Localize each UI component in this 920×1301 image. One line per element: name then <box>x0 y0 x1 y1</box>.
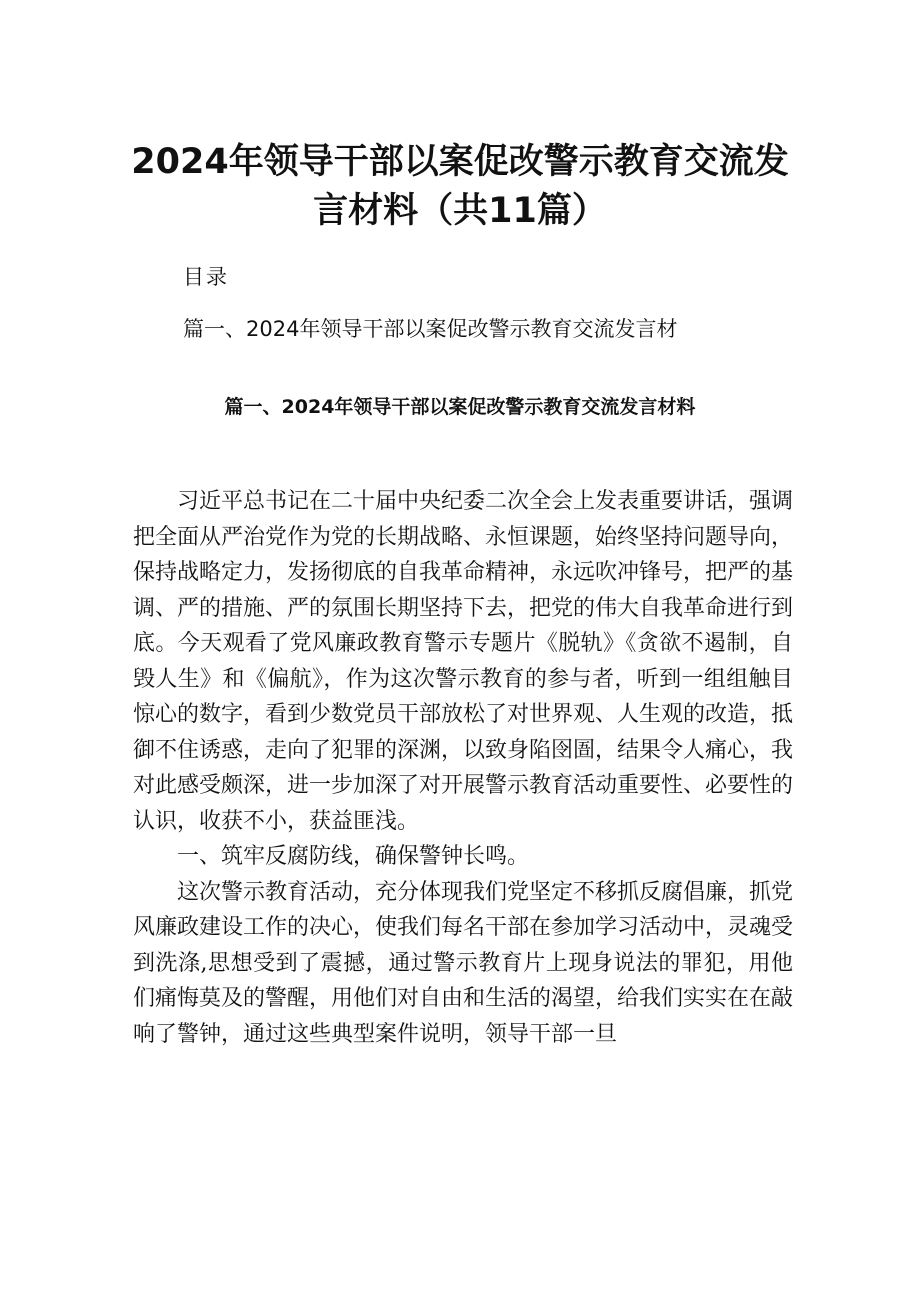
toc-heading: 目录 <box>183 265 229 289</box>
document-title-line-2: 言材料（共11篇） <box>313 191 607 231</box>
toc-item[interactable]: 篇一、2024年领导干部以案促改警示教育交流发言材 <box>183 317 678 341</box>
body-paragraph: 这次警示教育活动，充分体现我们党坚定不移抓反腐倡廉，抓党风廉政建设工作的决心，使我们每名干部在参加学习活动中，灵魂受到洗涤,思想受到了震撼，通过警示教育片上现身说法的罪犯，用他们痛悔莫及的警醒，用他们对自由和生活的渴望，给我们实实在在敲响了警钟，通过这些典型案件说明，领导干部一旦 <box>133 879 794 1047</box>
document-title <box>100 138 820 236</box>
section-heading: 篇一、2024年领导干部以案促改警示教育交流发言材料 <box>224 396 696 418</box>
document-title-line-1: 2024年领导干部以案促改警示教育交流发 <box>131 142 789 182</box>
body-text <box>133 484 793 1052</box>
body-paragraph: 习近平总书记在二十届中央纪委二次全会上发表重要讲话，强调把全面从严治党作为党的长期战略、永恒课题，始终坚持问题导向，保持战略定力，发扬彻底的自我革命精神，永远吹冲锋号，把严的基调、严的措施、严的氛围长期坚持下去，把党的伟大自我革命进行到底。今天观看了党风廉政教育警示专题片《脱轨》《贪欲不遏制，自毁人生》和《偏航》，作为这次警示教育的参与者，听到一组组触目惊心的数字，看到少数党员干部放松了对世界观、人生观的改造，抵御不住诱惑，走向了犯罪的深渊，以致身陷囹圄，结果令人痛心，我对此感受颇深，进一步加深了对开展警示教育活动重要性、必要性的认识，收获不小，获益匪浅。 <box>133 489 794 834</box>
body-subheading: 一、筑牢反腐防线，确保警钟长鸣。 <box>177 844 530 869</box>
